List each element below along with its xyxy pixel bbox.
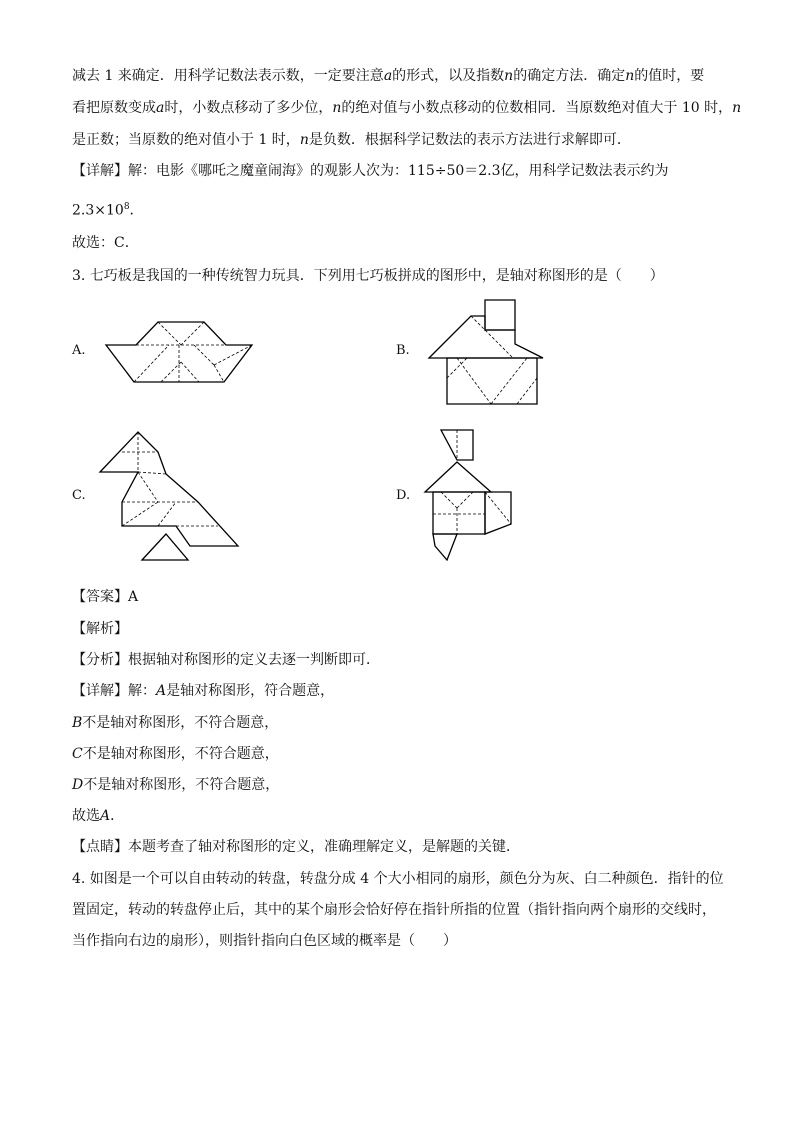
var-n: n [504, 68, 514, 84]
text-line-1 [72, 66, 704, 86]
text-span: 减去 1 来确定．用科学记数法表示数，一定要注意 [72, 68, 384, 84]
text-span: 看把原数变成 [72, 100, 156, 116]
analysis-title: 【解析】 [72, 621, 128, 637]
detail-a [72, 681, 334, 701]
figure-c-tangram-bird [98, 430, 243, 562]
var-a: a [156, 100, 165, 116]
question-4-line-3: 当作指向右边的扇形），则指针指向白色区域的概率是（ ） [72, 933, 457, 949]
question-4-line-1: 4. 如图是一个可以自由转动的转盘，转盘分成 4 个大小相同的扇形，颜色分为灰、白二种颜色．指针的位 [72, 871, 724, 887]
option-d-label: D. [396, 488, 411, 503]
option-b-label: B. [396, 343, 410, 358]
var-b: B [72, 715, 83, 731]
text-line-6: 故选：C． [72, 235, 139, 251]
analysis-text: 【分析】根据轴对称图形的定义去逐一判断即可． [72, 652, 380, 668]
text-span: 是轴对称图形，符合题意， [166, 683, 335, 699]
answer-line: 【答案】A [72, 589, 139, 605]
text-span: 的值时，要 [634, 68, 705, 84]
var-n: n [332, 100, 342, 116]
text-span: ． [110, 808, 125, 824]
formula-line [72, 197, 144, 221]
text-span: 是正数；当原数的绝对值小于 1 时， [72, 132, 300, 148]
detail-c [72, 744, 279, 764]
text-span: 不是轴对称图形，不符合题意， [82, 715, 279, 731]
var-a: A [100, 808, 111, 824]
var-n: n [732, 100, 742, 116]
option-c-label: C. [72, 488, 86, 503]
var-a: A [156, 683, 167, 699]
text-span: 故选 [72, 808, 100, 824]
option-a-label: A. [72, 343, 86, 358]
text-span: 的绝对值与小数点移动的位数相同．当原数绝对值大于 10 时， [341, 100, 733, 116]
text-line-3 [72, 130, 631, 150]
var-d: D [72, 777, 84, 793]
var-n: n [299, 132, 309, 148]
figure-a-tangram-boat [104, 318, 254, 384]
text-span: 不是轴对称图形，不符合题意， [83, 777, 280, 793]
text-span: 的确定方法．确定 [513, 68, 626, 84]
text-span: 【详解】解： [72, 683, 156, 699]
text-line-4: 【详解】解：电影《哪吒之魔童闹海》的观影人次为：115÷50＝2.3亿，用科学记数法表示约为 [72, 163, 669, 179]
choose-line [72, 806, 124, 826]
var-c: C [72, 746, 83, 762]
var-n: n [625, 68, 635, 84]
formula-base: 2.3×10 [72, 202, 124, 219]
text-line-2 [72, 98, 741, 118]
comment-line: 【点睛】本题考查了轴对称图形的定义，准确理解定义，是解题的关键． [72, 839, 520, 855]
question-3-stem: 3. 七巧板是我国的一种传统智力玩具．下列用七巧板拼成的图形中，是轴对称图形的是（ ） [72, 268, 664, 284]
detail-b [72, 713, 278, 733]
text-span: 时，小数点移动了多少位， [164, 100, 333, 116]
text-span: 是负数．根据科学记数法的表示方法进行求解即可． [308, 132, 631, 148]
figure-d-tangram-runner [423, 428, 515, 564]
var-a: a [383, 68, 393, 84]
detail-d [72, 775, 279, 795]
text-span: 的形式，以及指数 [392, 68, 505, 84]
formula-exponent: 8 [123, 202, 130, 212]
question-4-line-2: 置固定，转动的转盘停止后，其中的某个扇形会恰好停在指针所指的位置（指针指向两个扇形的交线时， [72, 902, 716, 918]
figure-b-tangram-house [427, 298, 547, 406]
text-span: ． [129, 202, 144, 219]
text-span: 不是轴对称图形，不符合题意， [82, 746, 279, 762]
